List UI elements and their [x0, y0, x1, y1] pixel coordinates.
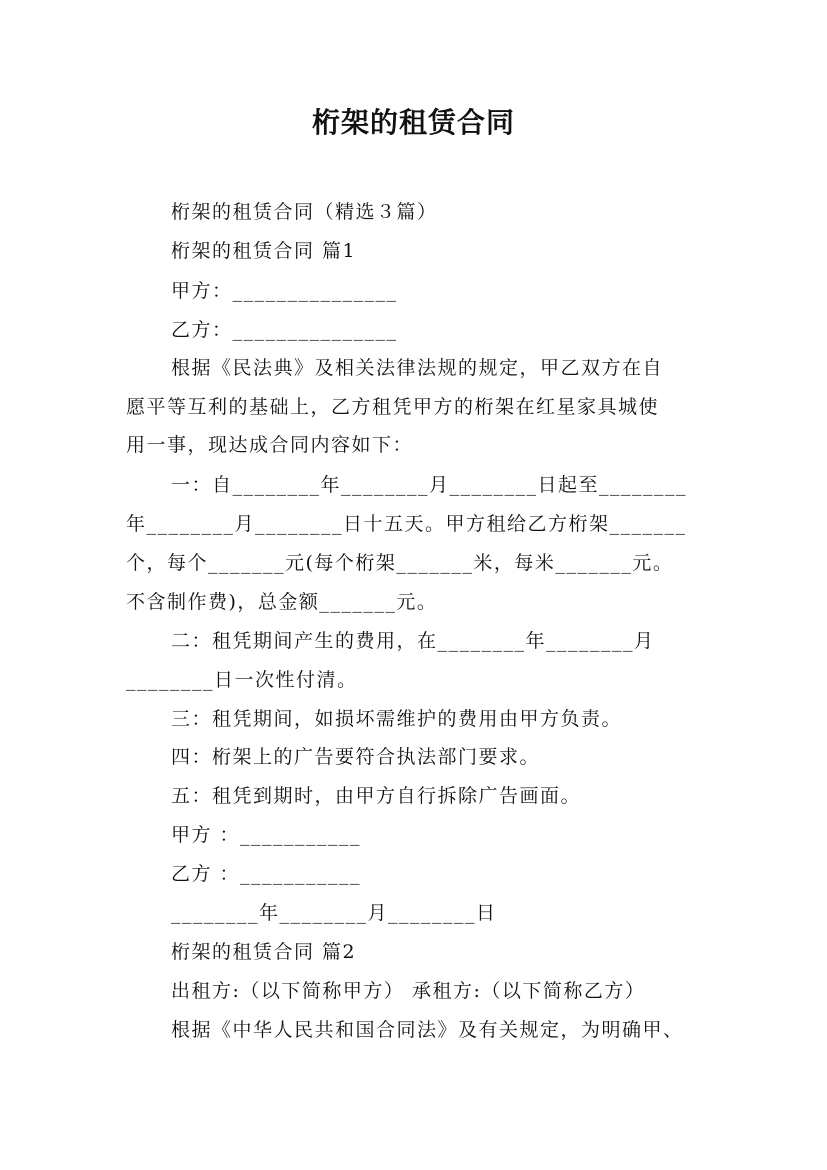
- paragraph-line: 根据《民法典》及相关法律法规的规定，甲乙双方在自: [171, 357, 664, 379]
- clause-1-line: 不含制作费)，总金额_______元。: [126, 591, 438, 613]
- signature-party-a: 甲方 ：___________: [171, 824, 362, 846]
- clause-2-line: 二：租凭期间产生的费用，在________年________月: [171, 630, 655, 652]
- clause-4-line: 四：桁架上的广告要符合执法部门要求。: [171, 746, 541, 768]
- paragraph-line: 用一事，现达成合同内容如下：: [126, 434, 414, 456]
- party-a-line: 甲方：_______________: [171, 280, 398, 302]
- paragraph-line: 根据《中华人民共和国合同法》及有关规定，为明确甲、: [171, 1019, 684, 1041]
- party-b-line: 乙方：_______________: [171, 319, 398, 341]
- signature-party-b: 乙方 ：___________: [171, 863, 362, 885]
- document-title: 桁架的租赁合同: [311, 106, 515, 139]
- clause-1-line: 一：自________年________月________日起至________: [171, 474, 688, 496]
- clause-5-line: 五：租凭到期时，由甲方自行拆除广告画面。: [171, 785, 582, 807]
- section-heading-2: 桁架的租赁合同 篇2: [171, 941, 357, 963]
- clause-1-line: 年________月________日十五天。甲方租给乙方桁架_______: [126, 513, 687, 535]
- paragraph-line: 愿平等互利的基础上，乙方租凭甲方的桁架在红星家具城使: [126, 396, 660, 418]
- clause-2-line: ________日一次性付清。: [126, 669, 358, 691]
- clause-1-line: 个，每个_______元(每个桁架_______米，每米_______元。: [126, 552, 674, 574]
- parties-line: 出租方:（以下简称甲方） 承租方:（以下简称乙方）: [171, 980, 646, 1002]
- signature-date: ________年________月________日: [171, 902, 497, 924]
- section-heading-1: 桁架的租赁合同 篇1: [171, 240, 357, 262]
- clause-3-line: 三：租凭期间，如损坏需维护的费用由甲方负责。: [171, 708, 623, 730]
- subtitle-line: 桁架的租赁合同（精选３篇）: [171, 201, 438, 223]
